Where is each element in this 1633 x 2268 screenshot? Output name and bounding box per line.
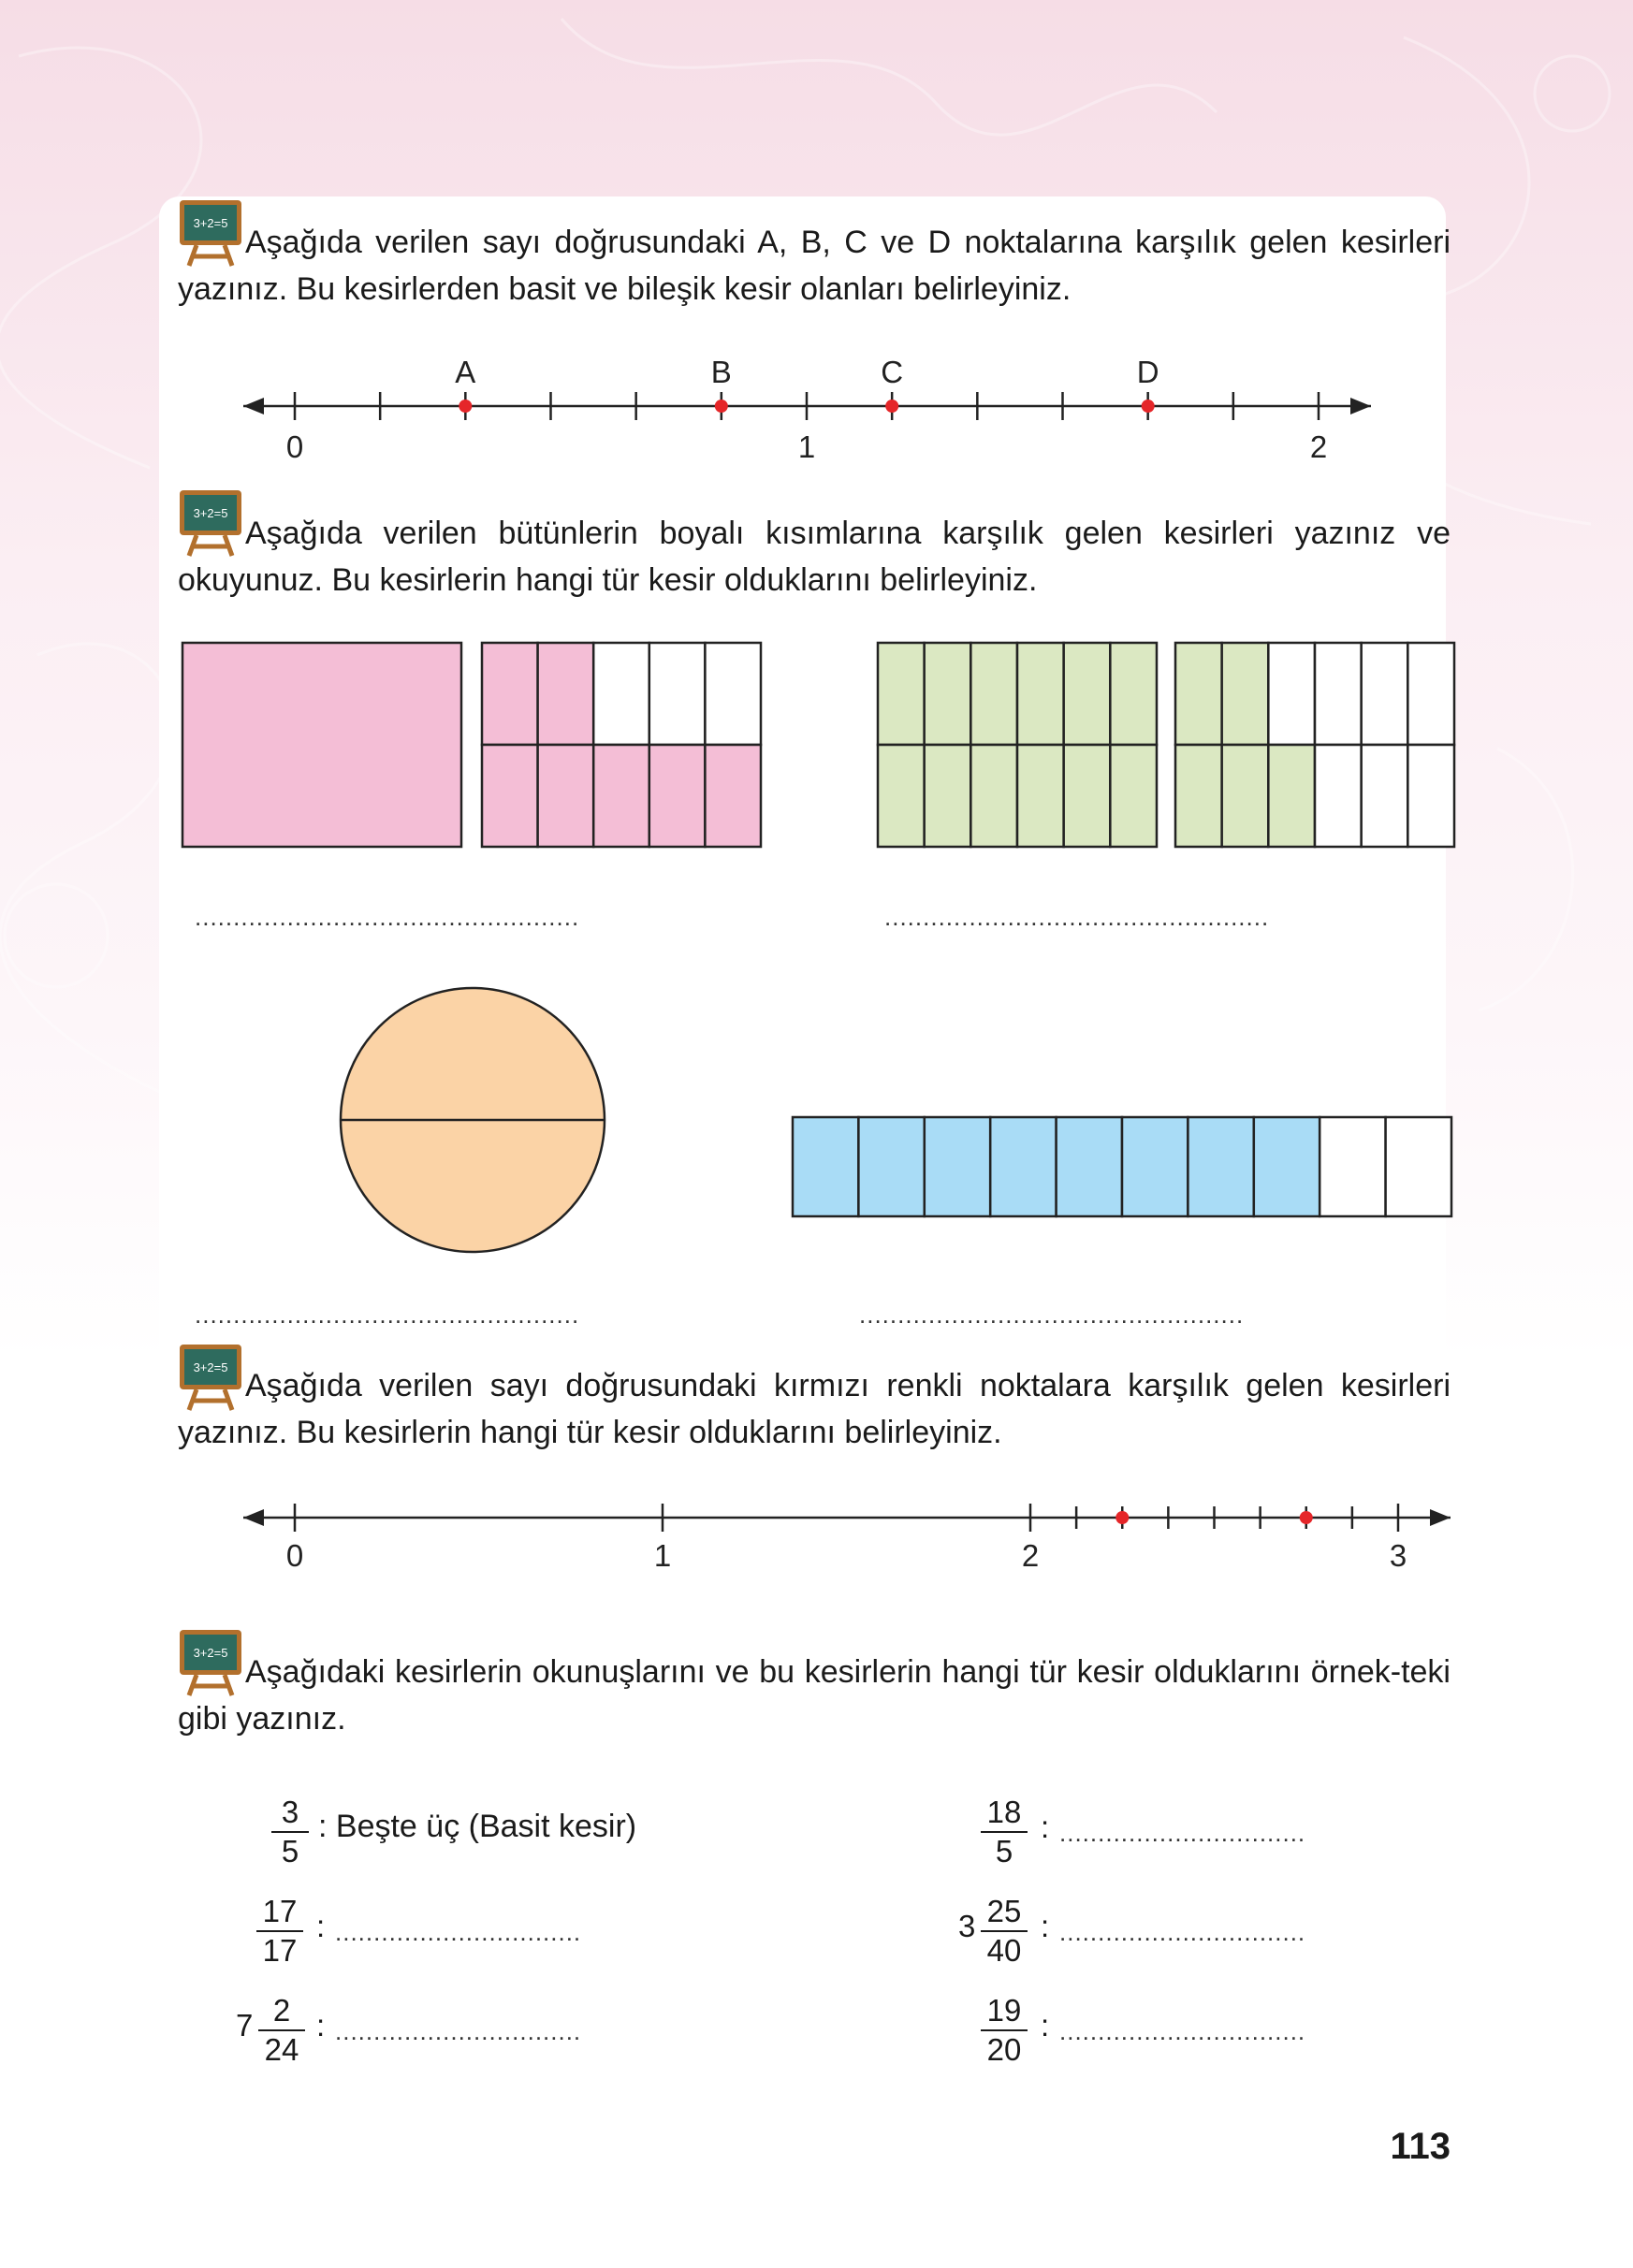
colon: : bbox=[316, 2008, 326, 2043]
tick-label: 2 bbox=[1309, 429, 1328, 464]
strip-cell bbox=[1386, 1117, 1451, 1216]
example-answer: : Beşte üç (Basit kesir) bbox=[318, 1809, 637, 1844]
red-point bbox=[1115, 1511, 1129, 1524]
arrow-left-icon bbox=[243, 398, 264, 414]
strip-cell bbox=[793, 1117, 858, 1216]
green-full-rectangle bbox=[878, 643, 1157, 847]
question-2-sentence: Aşağıda verilen bütünlerin boyalı kısımlarına karşılık gelen kesirleri yazınız ve okuyunuz. Bu kesirlerin hangi tür kesir olduklarını belirleyiniz. bbox=[178, 516, 1451, 598]
point-c bbox=[885, 400, 898, 413]
grid-cell bbox=[1315, 745, 1362, 847]
arrow-left-icon bbox=[243, 1509, 264, 1526]
fraction-bar bbox=[981, 1930, 1028, 1932]
number-line-2 bbox=[234, 1490, 1460, 1574]
grid-cell bbox=[705, 745, 761, 847]
numerator: 25 bbox=[986, 1894, 1022, 1928]
answer-line[interactable]: .................................................. bbox=[884, 903, 1270, 931]
colon: : bbox=[1041, 2008, 1050, 2043]
tick-label: 0 bbox=[285, 429, 304, 464]
grid-cell bbox=[1268, 643, 1315, 745]
grid-cell bbox=[925, 745, 971, 847]
pink-full-rectangle bbox=[182, 643, 461, 847]
grid-cell bbox=[538, 643, 594, 745]
tick-label: 1 bbox=[653, 1538, 672, 1573]
denominator: 17 bbox=[262, 1933, 298, 1968]
pink-grid-rectangle bbox=[482, 643, 761, 847]
page-number: 113 bbox=[1390, 2126, 1451, 2167]
point-label: B bbox=[710, 355, 732, 389]
tick-label: 1 bbox=[797, 429, 816, 464]
colon: : bbox=[316, 1909, 326, 1943]
fraction-bar bbox=[981, 1831, 1028, 1833]
strip-cell bbox=[858, 1117, 924, 1216]
green-grid-rectangle bbox=[1175, 643, 1454, 847]
grid-cell bbox=[482, 745, 538, 847]
answer-line[interactable]: ................................ bbox=[1059, 2017, 1306, 2045]
point-b bbox=[715, 400, 728, 413]
tick-label: 0 bbox=[285, 1538, 304, 1573]
grid-cell bbox=[593, 745, 649, 847]
shaded-wholes-row bbox=[178, 636, 1460, 861]
fraction-18-5 bbox=[981, 1795, 1028, 1869]
strip-cell bbox=[925, 1117, 990, 1216]
grid-cell bbox=[482, 643, 538, 745]
numerator: 18 bbox=[986, 1795, 1022, 1829]
number-line-1 bbox=[234, 348, 1385, 470]
colon: : bbox=[1041, 1810, 1050, 1844]
grid-cell bbox=[1017, 643, 1064, 745]
denominator: 5 bbox=[995, 1834, 1013, 1868]
grid-cell bbox=[705, 643, 761, 745]
grid-cell bbox=[970, 643, 1017, 745]
fraction-bar bbox=[256, 1930, 303, 1932]
numerator: 2 bbox=[272, 1993, 291, 2028]
numerator: 3 bbox=[281, 1795, 299, 1829]
grid-cell bbox=[1110, 745, 1157, 847]
numerator: 17 bbox=[262, 1894, 298, 1928]
grid-cell bbox=[538, 745, 594, 847]
point-label: D bbox=[1136, 355, 1159, 389]
grid-cell bbox=[1362, 643, 1408, 745]
grid-cell bbox=[593, 643, 649, 745]
grid-cell bbox=[1017, 745, 1064, 847]
strip-cell bbox=[1188, 1117, 1253, 1216]
whole-number: 7 bbox=[236, 2008, 254, 2043]
fraction-example bbox=[271, 1795, 309, 1869]
blue-strip-figure bbox=[791, 1115, 1455, 1220]
fraction-7-2-24 bbox=[258, 1993, 305, 2068]
fraction-bar bbox=[258, 2029, 305, 2031]
board-label: 3+2=5 bbox=[193, 506, 228, 520]
question-4-sentence: Aşağıdaki kesirlerin okunuşlarını ve bu kesirlerin hangi tür kesir olduklarını örnek-teki gibi yazınız. bbox=[178, 1654, 1451, 1737]
answer-line[interactable]: ................................ bbox=[1059, 1819, 1306, 1847]
strip-cell bbox=[1320, 1117, 1385, 1216]
strip-cell bbox=[1254, 1117, 1320, 1216]
grid-cell bbox=[182, 643, 461, 847]
arrow-right-icon bbox=[1430, 1509, 1451, 1526]
strip-cell bbox=[1122, 1117, 1188, 1216]
board-label: 3+2=5 bbox=[193, 1646, 228, 1660]
grid-cell bbox=[649, 745, 706, 847]
question-1-sentence: Aşağıda verilen sayı doğrusundaki A, B, C ve D noktalarına karşılık gelen kesirleri yazınız. Bu kesirlerden basit ve bileşik kesir olanları belirleyiniz. bbox=[178, 225, 1451, 307]
fraction-19-20 bbox=[981, 1993, 1028, 2068]
answer-line[interactable]: .................................................. bbox=[195, 903, 580, 931]
tick-label: 2 bbox=[1021, 1538, 1040, 1573]
grid-cell bbox=[1407, 643, 1454, 745]
grid-cell bbox=[878, 643, 925, 745]
tick-label: 3 bbox=[1389, 1538, 1407, 1573]
fraction-bar bbox=[981, 2029, 1028, 2031]
answer-line[interactable]: ................................ bbox=[1059, 1918, 1306, 1946]
answer-line[interactable]: .................................................. bbox=[859, 1301, 1245, 1329]
question-2-text bbox=[178, 510, 1451, 603]
denominator: 40 bbox=[986, 1933, 1022, 1968]
grid-cell bbox=[1175, 643, 1222, 745]
answer-line[interactable]: .................................................. bbox=[195, 1301, 580, 1329]
red-point bbox=[1300, 1511, 1313, 1524]
strip-cell bbox=[1057, 1117, 1122, 1216]
question-4-text bbox=[178, 1649, 1451, 1742]
grid-cell bbox=[1064, 745, 1111, 847]
grid-cell bbox=[1222, 745, 1269, 847]
denominator: 24 bbox=[264, 2032, 299, 2067]
grid-cell bbox=[1110, 643, 1157, 745]
grid-cell bbox=[649, 643, 706, 745]
denominator: 20 bbox=[986, 2032, 1022, 2067]
grid-cell bbox=[878, 745, 925, 847]
half-circle-figure bbox=[337, 984, 608, 1256]
board-label: 3+2=5 bbox=[193, 1360, 228, 1374]
point-label: A bbox=[455, 355, 476, 389]
fraction-17-17 bbox=[256, 1894, 303, 1969]
grid-cell bbox=[1362, 745, 1408, 847]
point-a bbox=[459, 400, 472, 413]
strip-cell bbox=[990, 1117, 1056, 1216]
grid-cell bbox=[1407, 745, 1454, 847]
question-1-text bbox=[178, 219, 1451, 313]
colon: : bbox=[1041, 1909, 1050, 1943]
arrow-right-icon bbox=[1350, 398, 1371, 414]
numerator: 19 bbox=[986, 1993, 1022, 2028]
point-d bbox=[1142, 400, 1155, 413]
grid-cell bbox=[1315, 643, 1362, 745]
grid-cell bbox=[970, 745, 1017, 847]
board-label: 3+2=5 bbox=[193, 216, 228, 230]
point-label: C bbox=[881, 355, 904, 389]
whole-number: 3 bbox=[958, 1909, 976, 1943]
grid-cell bbox=[1175, 745, 1222, 847]
question-3-sentence: Aşağıda verilen sayı doğrusundaki kırmızı renkli noktalara karşılık gelen kesirleri yazınız. Bu kesirlerin hangi tür kesir olduklarını belirleyiniz. bbox=[178, 1368, 1451, 1450]
grid-cell bbox=[1222, 643, 1269, 745]
grid-cell bbox=[925, 643, 971, 745]
answer-line[interactable]: ................................ bbox=[335, 2017, 582, 2045]
grid-cell bbox=[1268, 745, 1315, 847]
question-3-text bbox=[178, 1362, 1451, 1456]
denominator: 5 bbox=[281, 1834, 299, 1868]
grid-cell bbox=[1064, 643, 1111, 745]
fraction-bar bbox=[271, 1831, 309, 1833]
fraction-3-25-40 bbox=[981, 1894, 1028, 1969]
answer-line[interactable]: ................................ bbox=[335, 1918, 582, 1946]
